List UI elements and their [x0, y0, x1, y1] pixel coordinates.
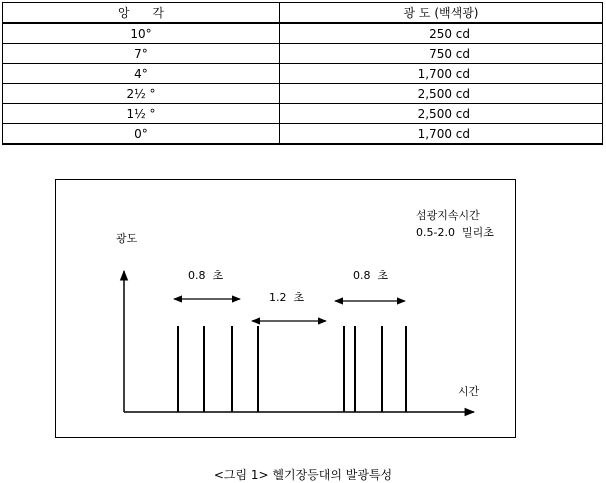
table-row [3, 84, 603, 104]
angle-cell: 0° [3, 124, 280, 145]
interval-label-right: 0.8 초 [353, 269, 389, 282]
table-row [3, 44, 603, 64]
angle-cell: 1½ ° [3, 104, 280, 124]
luminance-cell: 250 cd [280, 23, 603, 44]
flash-duration-value: 0.5-2.0 밀리초 [416, 226, 494, 239]
luminance-cell: 2,500 cd [280, 104, 603, 124]
table-header-row [3, 3, 603, 24]
flash-duration-title: 섬광지속시간 [416, 209, 480, 222]
luminance-cell: 1,700 cd [280, 124, 603, 145]
angle-header: 앙 각 [3, 3, 280, 24]
figure-caption: <그림 1> 헬기장등대의 발광특성 [213, 468, 393, 482]
flash-characteristic-figure [55, 179, 516, 438]
angle-cell: 2½ ° [3, 84, 280, 104]
luminance-cell: 2,500 cd [280, 84, 603, 104]
table-row [3, 23, 603, 44]
luminance-cell: 1,700 cd [280, 64, 603, 84]
luminance-table [2, 2, 603, 145]
y-axis-label: 광도 [116, 232, 138, 245]
x-axis-label: 시간 [458, 385, 480, 398]
angle-cell: 4° [3, 64, 280, 84]
angle-cell: 7° [3, 44, 280, 64]
interval-label-gap: 1.2 초 [269, 291, 305, 304]
luminance-header: 광 도 (백색광) [280, 3, 603, 24]
luminance-cell: 750 cd [280, 44, 603, 64]
table-row [3, 124, 603, 145]
interval-label-left: 0.8 초 [188, 269, 224, 282]
angle-cell: 10° [3, 23, 280, 44]
table-row [3, 104, 603, 124]
table-row [3, 64, 603, 84]
